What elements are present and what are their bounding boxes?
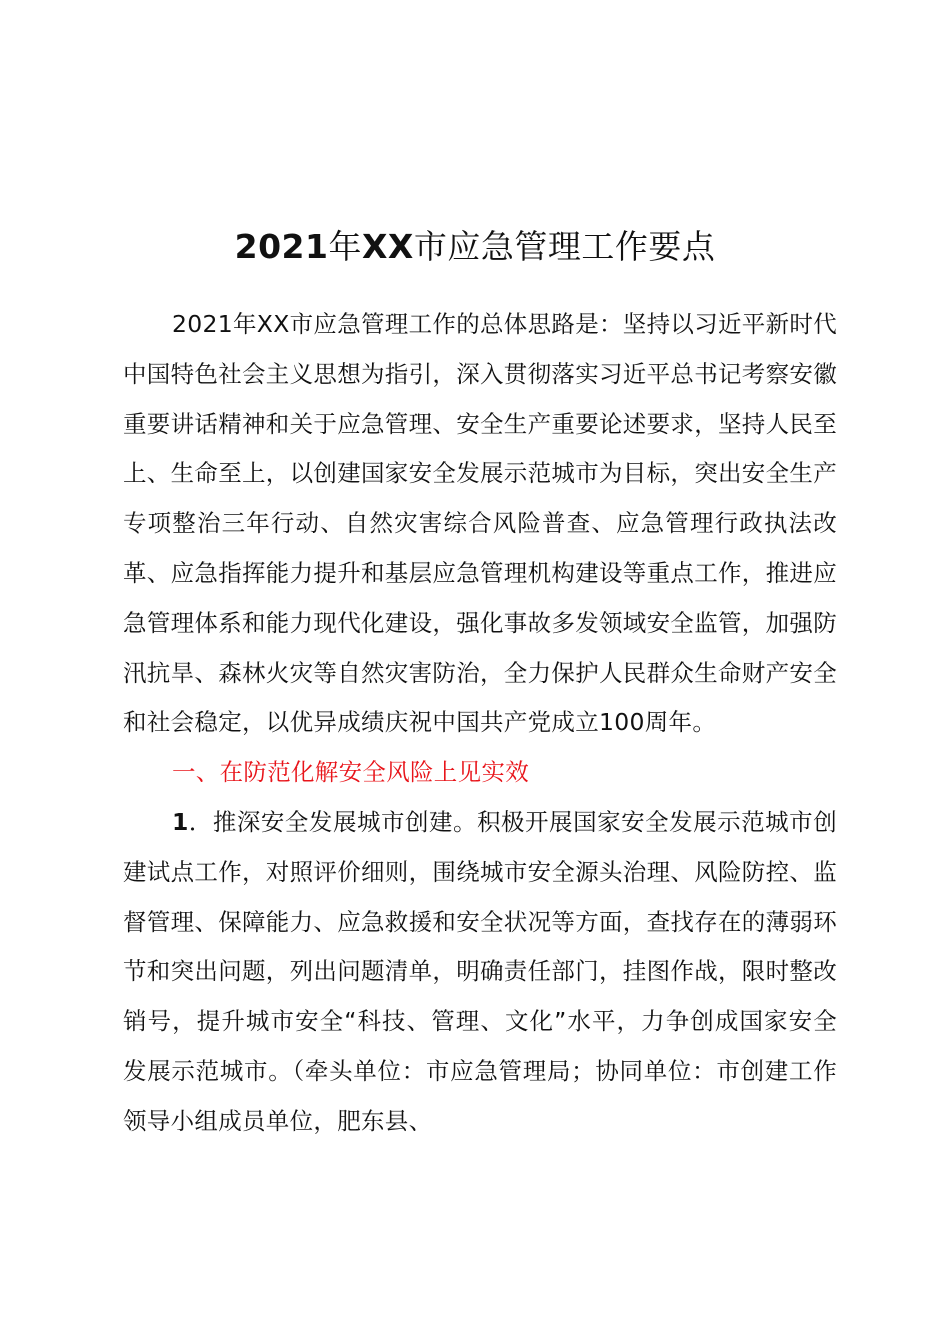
item-paragraph-1	[123, 798, 837, 1147]
section-heading-1: 一、在防范化解安全风险上见实效	[172, 758, 529, 787]
title-city: XX	[361, 227, 414, 266]
document-title	[0, 222, 950, 272]
document-body	[123, 300, 837, 1147]
intro-paragraph: 2021年XX市应急管理工作的总体思路是：坚持以习近平新时代中国特色社会主义思想为指引，深入贯彻落实习近平总书记考察安徽重要讲话精神和关于应急管理、安全生产重要论述要求，坚持人民至上、生命至上，以创建国家安全发展示范城市为目标，突出安全生产专项整治三年行动、自然灾害综合风险普查、应急管理行政执法改革、应急指挥能力提升和基层应急管理机构建设等重点工作，推进应急管理体系和能力现代化建设，强化事故多发领域安全监管，加强防汛抗旱、森林火灾等自然灾害防治，全力保护人民群众生命财产安全和社会稳定，以优异成绩庆祝中国共产党成立100周年。	[123, 310, 838, 737]
title-year-suffix: 年	[328, 227, 362, 266]
title-year: 2021	[234, 227, 329, 266]
item-number: 1	[172, 807, 189, 836]
title-rest: 市应急管理工作要点	[413, 227, 716, 266]
item-text: ．推深安全发展城市创建。积极开展国家安全发展示范城市创建试点工作，对照评价细则，围绕城市安全源头治理、风险防控、监督管理、保障能力、应急救援和安全状况等方面，查找存在的薄弱环节和突出问题，列出问题清单，明确责任部门，挂图作战，限时整改销号，提升城市安全“科技、管理、文化”水平，力争创成国家安全发展示范城市。（牵头单位：市应急管理局；协同单位：市创建工作领导小组成员单位，肥东县、	[123, 807, 837, 1135]
